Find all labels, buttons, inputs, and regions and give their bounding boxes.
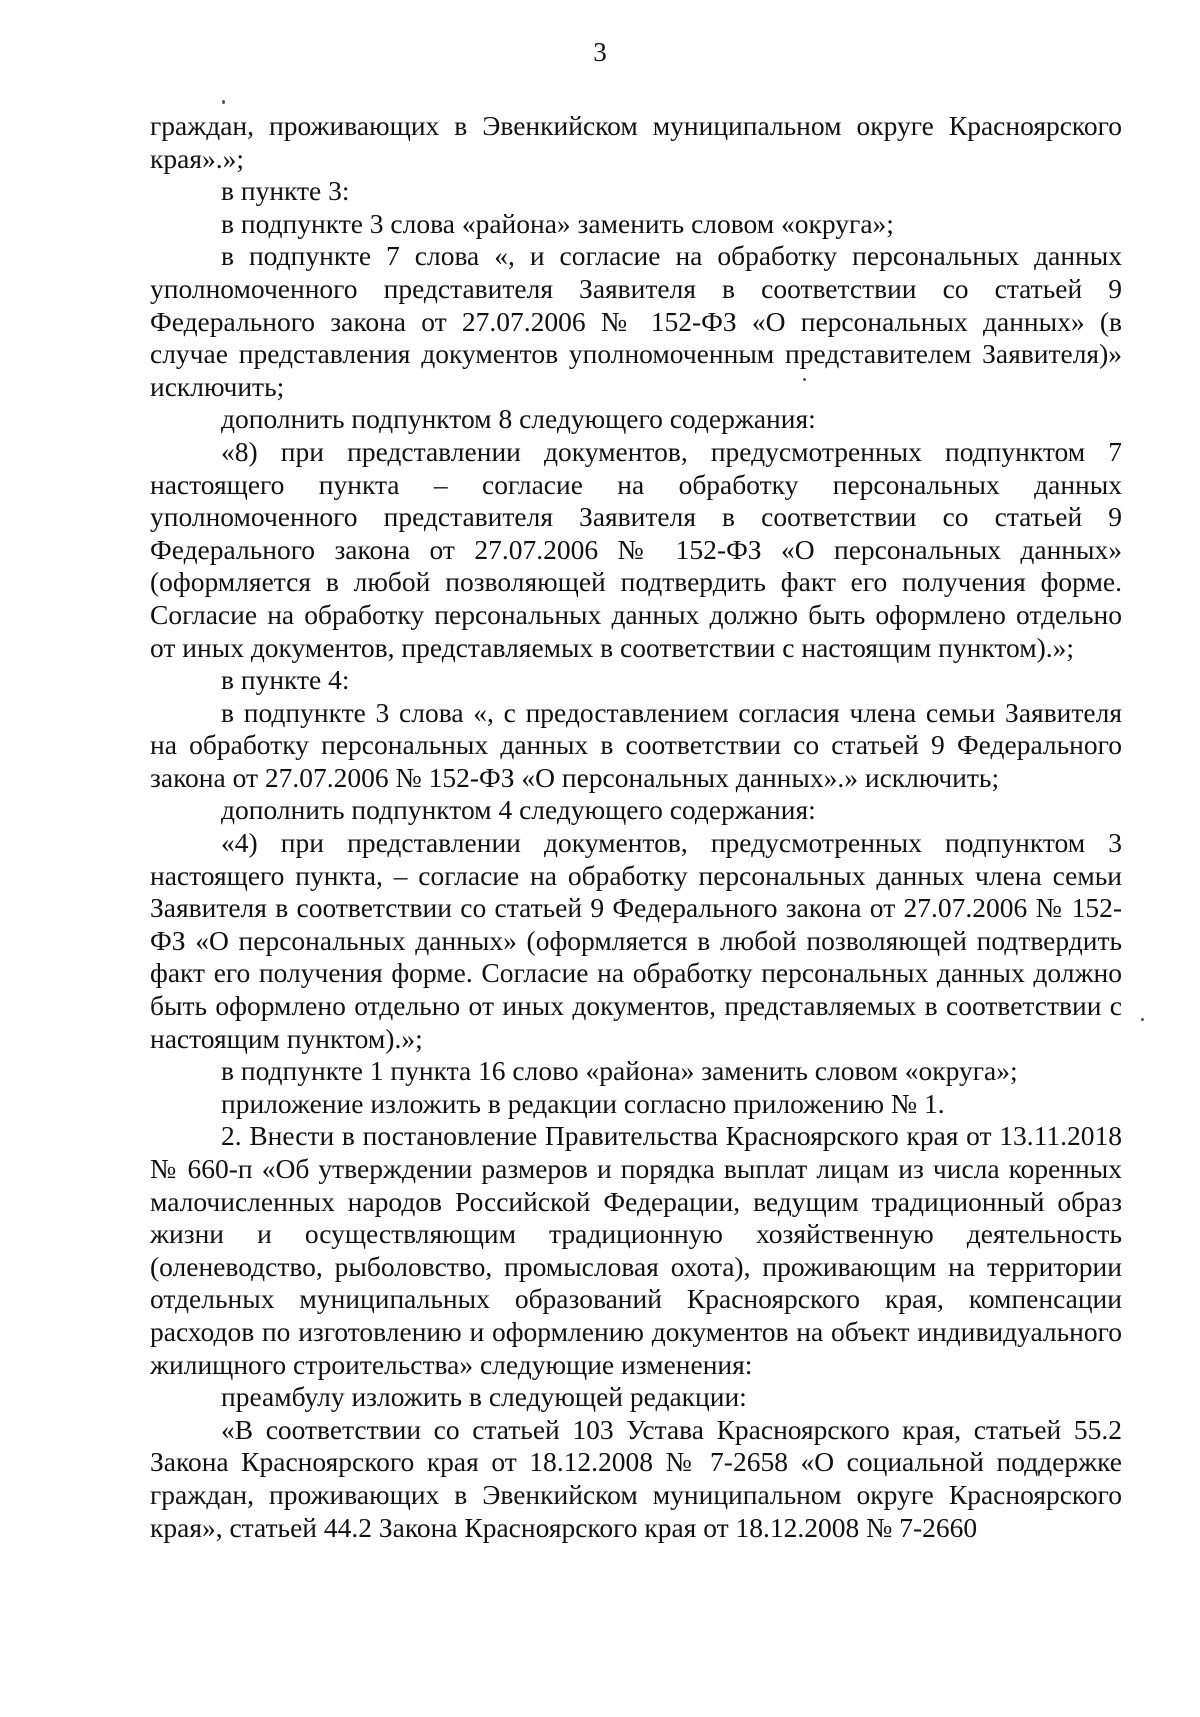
paragraph-subpoint-3-replace: в подпункте 3 слова «района» заменить словом «округа»;	[221, 207, 894, 239]
scan-speck	[1141, 1018, 1144, 1021]
scan-speck	[222, 100, 225, 104]
paragraph-point-4-heading: в пункте 4:	[221, 664, 350, 696]
paragraph-subpoint-7-exclude: в подпункте 7 слова «, и согласие на обработку персональных данных уполномоченного представителя Заявителя в соответствии со статьей 9 Федерального закона от 27.07.2006 № 152-ФЗ «О персональных данных» (в случае представления документов уполномоченным представителем Заявителя)» исключить;	[150, 240, 1122, 402]
page-number: 3	[593, 37, 607, 67]
paragraph-add-subpoint-4: дополнить подпунктом 4 следующего содержания:	[221, 794, 816, 826]
paragraph-subpoint-4-text: «4) при представлении документов, предусмотренных подпунктом 3 настоящего пункта, – согласие на обработку персональных данных члена семьи Заявителя в соответствии со статьей 9 Федерального закона от 27.07.2006 № 152-ФЗ «О персональных данных» (оформляется в любой позволяющей подтвердить факт его получения форме. Согласие на обработку персональных данных должно быть оформлено отдельно от иных документов, представляемых в соответствии с настоящим пунктом).»;	[150, 827, 1122, 1054]
paragraph-point-3-heading: в пункте 3:	[221, 175, 350, 207]
paragraph-add-subpoint-8: дополнить подпунктом 8 следующего содержания:	[221, 403, 816, 435]
paragraph-subpoint-8-text: «8) при представлении документов, предусмотренных подпунктом 7 настоящего пункта – согласие на обработку персональных данных уполномоченного представителя Заявителя в соответствии со статьей 9 Федерального закона от 27.07.2006 № 152-ФЗ «О персональных данных» (оформляется в любой позволяющей подтвердить факт его получения форме. Согласие на обработку персональных данных должно быть оформлено отдельно от иных документов, представляемых в соответствии с настоящим пунктом).»;	[150, 435, 1122, 663]
paragraph-subpoint-3-exclude: в подпункте 3 слова «, с предоставлением согласия члена семьи Заявителя на обработку персональных данных в соответствии со статьей 9 Федерального закона от 27.07.2006 № 152-ФЗ «О персональных данных».» исключить;	[150, 696, 1122, 793]
paragraph-preamble-heading: преамбулу изложить в следующей редакции:	[221, 1381, 747, 1413]
paragraph-preamble-text: «В соответствии со статьей 103 Устава Красноярского края, статьей 55.2 Закона Красноярского края от 18.12.2008 № 7-2658 «О социальной поддержке граждан, проживающих в Эвенкийском муниципальном округе Красноярского края», статьей 44.2 Закона Красноярского края от 18.12.2008 № 7-2660	[150, 1413, 1122, 1543]
paragraph-point-16-replace: в подпункте 1 пункта 16 слово «района» заменить словом «округа»;	[221, 1055, 1018, 1087]
document-body	[150, 110, 1122, 1544]
scan-speck	[803, 378, 806, 381]
paragraph-item-2: 2. Внести в постановление Правительства Красноярского края от 13.11.2018 № 660-п «Об утверждении размеров и порядка выплат лицам из числа коренных малочисленных народов Российской Федерации, ведущим традиционный образ жизни и осуществляющим традиционную хозяйственную деятельность (оленеводство, рыболовство, промысловая охота), проживающим на территории отдельных муниципальных образований Красноярского края, компенсации расходов по изготовлению и оформлению документов на объект индивидуального жилищного строительства» следующие изменения:	[150, 1120, 1122, 1380]
paragraph-appendix: приложение изложить в редакции согласно приложению № 1.	[221, 1087, 945, 1119]
paragraph-continuation: граждан, проживающих в Эвенкийском муниципальном округе Красноярского края».»;	[150, 110, 1122, 174]
